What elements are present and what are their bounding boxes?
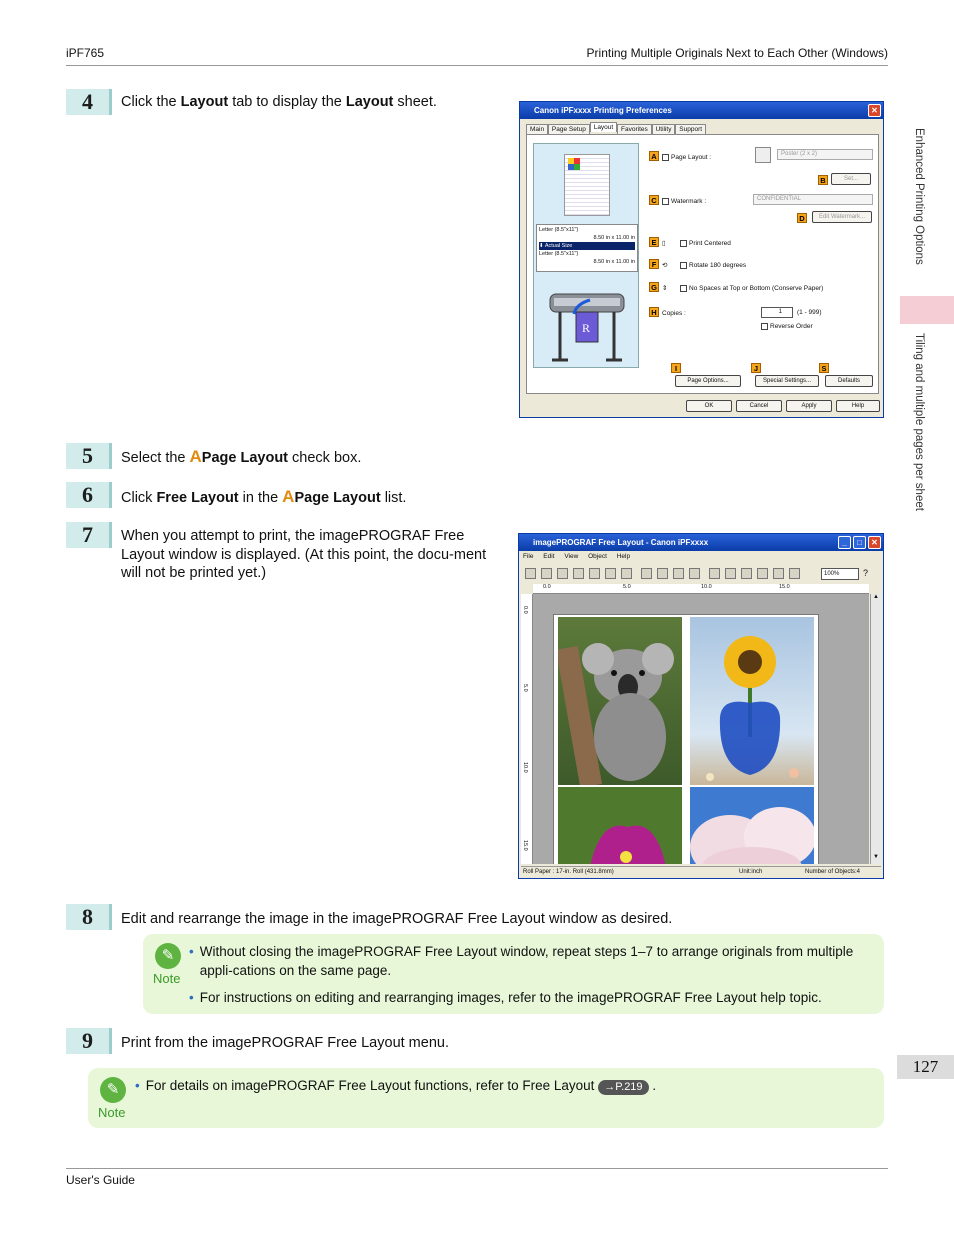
letter-i: I bbox=[671, 363, 684, 373]
cut-icon[interactable] bbox=[573, 568, 584, 579]
scroll-down-icon[interactable]: ▼ bbox=[873, 854, 879, 860]
tab-layout[interactable]: Layout bbox=[590, 122, 618, 132]
layout-panel bbox=[526, 134, 879, 394]
paste-icon[interactable] bbox=[605, 568, 616, 579]
vertical-scrollbar[interactable] bbox=[870, 594, 881, 864]
center-icon: ▯ bbox=[662, 240, 666, 247]
align-right-icon[interactable] bbox=[741, 568, 752, 579]
close-icon[interactable]: ✕ bbox=[868, 104, 881, 117]
menu-object[interactable]: Object bbox=[588, 553, 607, 560]
tab-utility[interactable]: Utility bbox=[652, 124, 676, 134]
scroll-up-icon[interactable]: ▲ bbox=[873, 594, 879, 600]
paper-sheet bbox=[553, 614, 819, 864]
step-text: Select the APage Layout check box. bbox=[121, 447, 362, 466]
bring-front-icon[interactable] bbox=[641, 568, 652, 579]
watermark-checkbox[interactable] bbox=[662, 198, 669, 205]
print-centered-checkbox[interactable] bbox=[680, 240, 687, 247]
menu-help[interactable]: Help bbox=[616, 553, 631, 560]
menu-file[interactable]: File bbox=[523, 553, 534, 560]
watermark-dropdown[interactable]: CONFIDENTIAL bbox=[753, 194, 873, 205]
note-box bbox=[88, 1068, 884, 1128]
note-box bbox=[143, 934, 884, 1014]
header-product: iPF765 bbox=[66, 46, 105, 60]
step-text: When you attempt to print, the imagePROGRAF Free Layout window is displayed. (At this point, the docu-ment will not be printed yet.) bbox=[121, 528, 487, 581]
align-top-icon[interactable] bbox=[757, 568, 768, 579]
printer-icon bbox=[546, 284, 628, 364]
print-icon[interactable] bbox=[525, 568, 536, 579]
letter-j: J bbox=[751, 363, 764, 373]
step-number: 5 bbox=[66, 443, 112, 469]
apply-button[interactable]: Apply bbox=[786, 400, 832, 412]
image-icon[interactable] bbox=[689, 568, 700, 579]
koala-image bbox=[558, 617, 682, 785]
step-text: Edit and rearrange the image in the imagePROGRAF Free Layout window as desired. bbox=[121, 911, 673, 927]
poster-icon bbox=[755, 147, 771, 163]
arrow-down-icon: ⬇ bbox=[539, 243, 545, 249]
step-text: Click Free Layout in the APage Layout list. bbox=[121, 487, 407, 506]
tab-support[interactable]: Support bbox=[675, 124, 706, 134]
bougainvillea-image bbox=[558, 787, 682, 864]
header-title: Printing Multiple Originals Next to Each Other (Windows) bbox=[586, 46, 888, 60]
step-number: 8 bbox=[66, 904, 112, 930]
sidebar-section: Enhanced Printing Options bbox=[913, 128, 925, 265]
rotate-icon: ⟲ bbox=[662, 262, 668, 269]
tab-page-setup[interactable]: Page Setup bbox=[548, 124, 590, 134]
tab-main[interactable]: Main bbox=[526, 124, 548, 134]
sidebar-subsection: Tiling and multiple pages per sheet bbox=[913, 333, 925, 511]
no-spaces-icon: ⇕ bbox=[662, 285, 668, 292]
align-center-icon[interactable] bbox=[725, 568, 736, 579]
cherry-blossom-image bbox=[690, 787, 814, 864]
align-bottom-icon[interactable] bbox=[789, 568, 800, 579]
page-options-button[interactable]: Page Options... bbox=[675, 375, 741, 387]
sunflower-photo[interactable] bbox=[690, 617, 814, 785]
step-number: 4 bbox=[66, 89, 112, 115]
set-button[interactable]: Set... bbox=[831, 173, 871, 185]
grid-icon[interactable] bbox=[673, 568, 684, 579]
maximize-icon[interactable]: □ bbox=[853, 536, 866, 549]
preview-pane bbox=[533, 143, 639, 368]
menu-edit[interactable]: Edit bbox=[543, 553, 555, 560]
free-layout-window bbox=[518, 533, 884, 879]
no-spaces-checkbox[interactable] bbox=[680, 285, 687, 292]
copies-range: (1 - 999) bbox=[797, 309, 822, 316]
reverse-order-option[interactable]: Reverse Order bbox=[761, 323, 813, 330]
pencil-icon: ✎ bbox=[155, 943, 181, 969]
defaults-button[interactable]: Defaults bbox=[825, 375, 873, 387]
pencil-icon: ✎ bbox=[100, 1077, 126, 1103]
step-number: 9 bbox=[66, 1028, 112, 1054]
undo-icon[interactable] bbox=[541, 568, 552, 579]
rotate-checkbox[interactable] bbox=[680, 262, 687, 269]
header-rule bbox=[66, 65, 888, 66]
rotate-option[interactable]: F ⟲ Rotate 180 degrees bbox=[649, 259, 746, 269]
toolbar bbox=[521, 566, 881, 582]
sidebar-marker bbox=[900, 296, 954, 324]
sunflower-image bbox=[690, 617, 814, 785]
copies-input[interactable]: 1 bbox=[761, 307, 793, 318]
page-preview bbox=[564, 154, 610, 216]
tab-bar bbox=[526, 124, 704, 134]
align-left-icon[interactable] bbox=[709, 568, 720, 579]
dialog-title: Canon iPFxxxx Printing Preferences ✕ bbox=[520, 102, 883, 119]
watermark-option[interactable]: C Watermark : bbox=[649, 195, 706, 205]
special-settings-button[interactable]: Special Settings... bbox=[755, 375, 819, 387]
menu-view[interactable]: View bbox=[564, 553, 579, 560]
layout-canvas[interactable] bbox=[533, 594, 869, 864]
zoom-select[interactable]: 100% bbox=[821, 568, 859, 580]
footer-title: User's Guide bbox=[66, 1173, 135, 1187]
copy-icon[interactable] bbox=[589, 568, 600, 579]
help-pointer-icon[interactable]: ? bbox=[863, 568, 869, 578]
edit-watermark-button[interactable]: Edit Watermark... bbox=[812, 211, 872, 223]
letter-d: D bbox=[797, 213, 810, 223]
flower-photo[interactable] bbox=[558, 787, 682, 864]
no-spaces-option[interactable]: G ⇕ No Spaces at Top or Bottom (Conserve Paper) bbox=[649, 282, 823, 292]
help-button[interactable]: Help bbox=[836, 400, 880, 412]
page-number: 127 bbox=[897, 1055, 954, 1079]
page-reference-link[interactable]: →P.219 bbox=[598, 1080, 648, 1095]
horizontal-ruler: 0.0 5.0 10.0 15.0 bbox=[533, 584, 869, 594]
note-label: Note bbox=[98, 1105, 126, 1120]
page-layout-dropdown[interactable]: Poster (2 x 2) bbox=[777, 149, 873, 160]
reverse-order-checkbox[interactable] bbox=[761, 323, 768, 330]
vertical-ruler: 0.0 5.0 10.0 15.0 bbox=[521, 594, 533, 864]
note-bullet: • Without closing the imagePROGRAF Free Layout window, repeat steps 1–7 to arrange originals from multiple appli-cations on the same page. bbox=[189, 944, 854, 978]
ok-button[interactable]: OK bbox=[686, 400, 732, 412]
step-number: 7 bbox=[66, 522, 112, 548]
page-layout-option[interactable]: A Page Layout : bbox=[649, 151, 711, 161]
svg-text:R: R bbox=[582, 321, 591, 335]
step-text: Print from the imagePROGRAF Free Layout menu. bbox=[121, 1035, 449, 1051]
align-middle-icon[interactable] bbox=[773, 568, 784, 579]
letter-b: B bbox=[818, 175, 831, 185]
note-bullet: • For instructions on editing and rearranging images, refer to the imagePROGRAF Free Layout help topic. bbox=[189, 990, 822, 1005]
delete-icon[interactable] bbox=[621, 568, 632, 579]
cherry-blossom-photo[interactable] bbox=[690, 787, 814, 864]
printing-preferences-dialog bbox=[519, 101, 884, 418]
letter-s: S bbox=[819, 363, 832, 373]
paper-info: Letter (8.5"x11") 8.50 in x 11.00 in ⬇ Actual Size Letter (8.5"x11") 8.50 in x 11.00 in bbox=[536, 224, 638, 272]
footer-rule bbox=[66, 1168, 888, 1169]
tab-favorites[interactable]: Favorites bbox=[617, 124, 652, 134]
koala-photo[interactable] bbox=[558, 617, 682, 785]
minimize-icon[interactable]: _ bbox=[838, 536, 851, 549]
note-label: Note bbox=[153, 971, 181, 986]
page-layout-checkbox[interactable] bbox=[662, 154, 669, 161]
step-number: 6 bbox=[66, 482, 112, 508]
send-back-icon[interactable] bbox=[657, 568, 668, 579]
step-text: Click the Layout tab to display the Layout sheet. bbox=[121, 94, 437, 110]
menu-bar bbox=[523, 553, 638, 560]
note-bullet: • For details on imagePROGRAF Free Layout functions, refer to Free Layout →P.219 . bbox=[135, 1078, 657, 1093]
copies-option: H Copies : bbox=[649, 307, 686, 317]
image-thumbnail-icon bbox=[568, 158, 580, 170]
cancel-button[interactable]: Cancel bbox=[736, 400, 782, 412]
window-title: imagePROGRAF Free Layout - Canon iPFxxxx _ □ ✕ bbox=[519, 534, 883, 551]
print-centered-option[interactable]: E ▯ Print Centered bbox=[649, 237, 731, 247]
close-icon[interactable]: ✕ bbox=[868, 536, 881, 549]
status-bar: Roll Paper : 17-in. Roll (431.8mm) Unit:inch Number of Objects:4 bbox=[521, 866, 881, 877]
redo-icon[interactable] bbox=[557, 568, 568, 579]
